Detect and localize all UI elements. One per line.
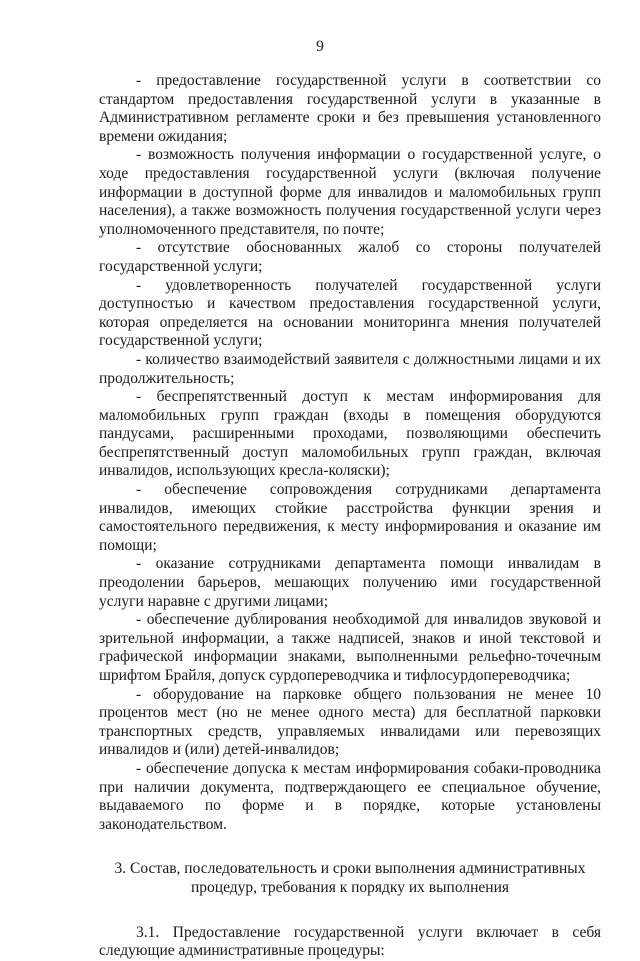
section-heading-line-2: процедур, требования к порядку их выполнения <box>191 878 509 896</box>
page-number: 9 <box>316 38 324 55</box>
section-heading <box>99 860 601 897</box>
paragraph-satisfaction: - удовлетворенность получателей государственной услуги доступностью и качеством предоставления государственной услуги, которая определяется на основании мониторинга мнения получателей государственной услуги; <box>99 276 601 350</box>
paragraph-information-access: - возможность получения информации о государственной услуге, о ходе предоставления государственной услуги (включая получение информации в доступной форме для инвалидов и маломобильных групп населения), а также возможность получения государственной услуги через уполномоченного представителя, по почте; <box>99 146 601 238</box>
paragraph-overcoming-barriers: - оказание сотрудниками департамента помощи инвалидам в преодолении барьеров, мешающих получению ими государственной услуги наравне с другими лицами; <box>99 555 601 610</box>
paragraph-escort-assistance: - обеспечение сопровождения сотрудниками департамента инвалидов, имеющих стойкие расстройства функции зрения и самостоятельного передвижения, к месту информирования и оказание им помощи; <box>99 481 601 554</box>
paragraph-procedures-intro: 3.1. Предоставление государственной услуги включает в себя следующие административные процедуры: <box>99 923 601 960</box>
paragraph-no-complaints: - отсутствие обоснованных жалоб со стороны получателей государственной услуги; <box>99 239 601 275</box>
paragraph-service-standard: - предоставление государственной услуги в соответствии со стандартом предоставления государственной услуги в указанные в Административном регламенте сроки и без превышения установленного времени ожидания; <box>99 72 601 145</box>
section-heading-line-1: 3. Состав, последовательность и сроки выполнения административных <box>114 860 586 878</box>
paragraph-guide-dog: - обеспечение допуска к местам информирования собаки-проводника при наличии документа, подтверждающего ее специальное обучение, выдаваемого по форме и в порядке, которые установлены законодательством. <box>99 759 601 833</box>
paragraph-barrier-free-access: - беспрепятственный доступ к местам информирования для маломобильных групп граждан (входы в помещения оборудуются пандусами, расширенными проходами, позволяющими обеспечить беспрепятственный доступ маломобильных групп граждан, включая инвалидов, использующих кресла-коляски); <box>99 388 601 480</box>
document-body <box>99 72 601 961</box>
paragraph-interactions: - количество взаимодействий заявителя с должностными лицами и их продолжительность; <box>99 350 601 387</box>
paragraph-braille-duplication: - обеспечение дублирования необходимой для инвалидов звуковой и зрительной информации, а также надписей, знаков и иной текстовой и графической информации знаками, выполненными рельефно-точечным шрифтом Брайля, допуск сурдопереводчика и тифлосурдопереводчика; <box>99 611 601 684</box>
paragraph-parking: - оборудование на парковке общего пользования не менее 10 процентов мест (но не менее одного места) для бесплатной парковки транспортных средств, управляемых инвалидами или перевозящих инвалидов и (или) детей-инвалидов; <box>99 685 601 759</box>
